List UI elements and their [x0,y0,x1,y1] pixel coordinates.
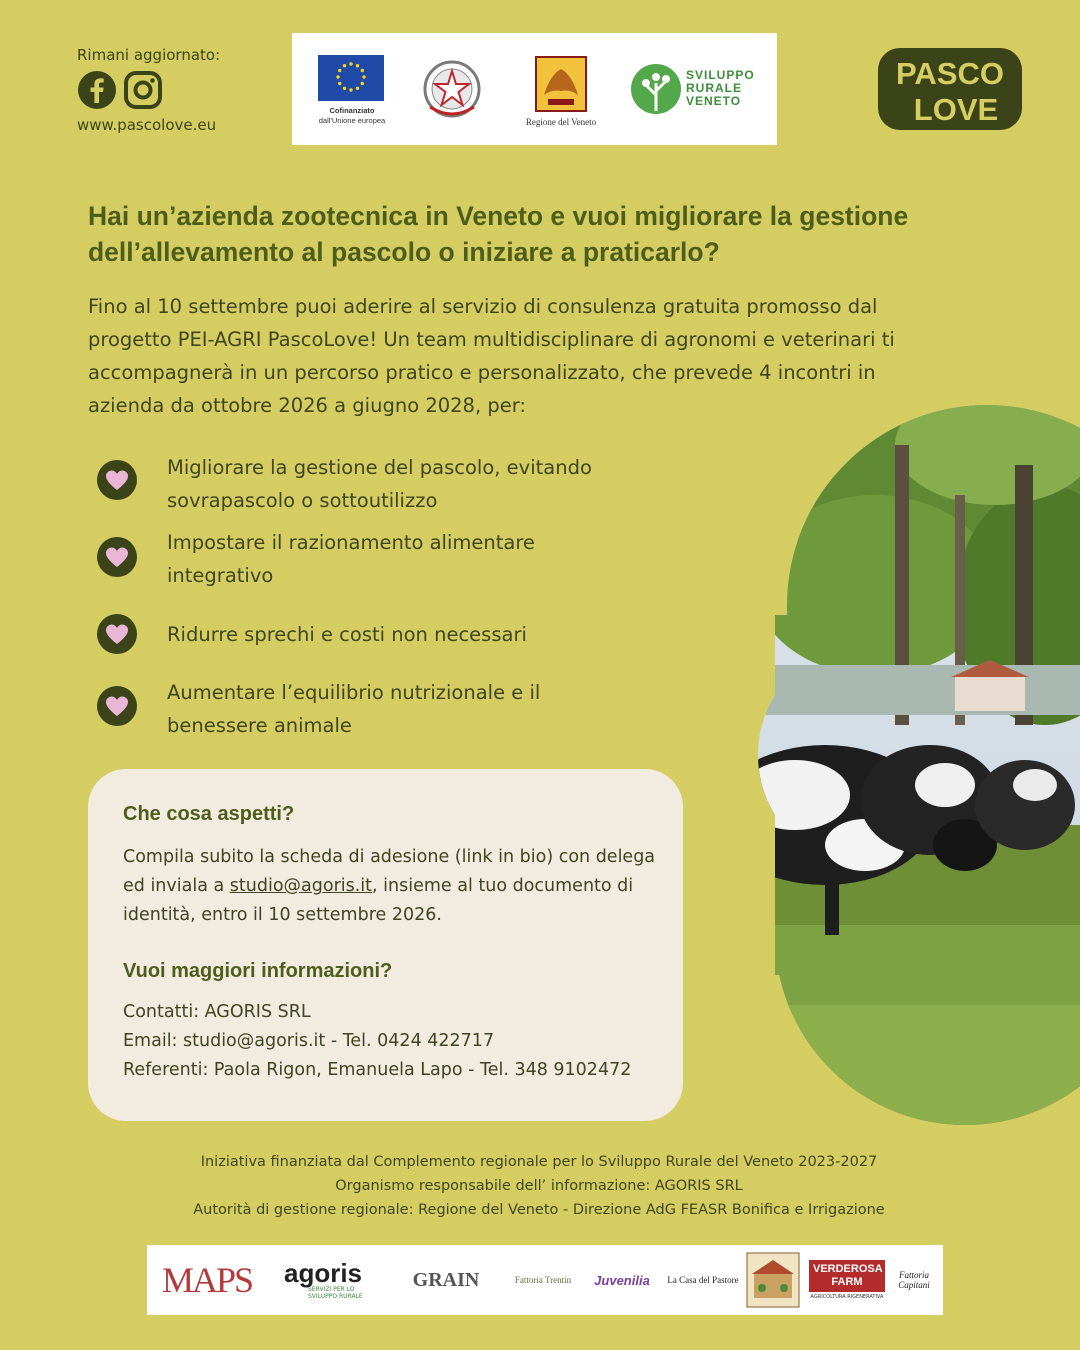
card-heading-info: Vuoi maggiori informazioni? [123,960,393,982]
heart-icon [96,537,138,577]
bullet-text: Migliorare la gestione del pascolo, evitando sovrapascolo o sottoutilizzo [167,456,592,512]
eu-caption-line1: Cofinanziato [329,106,375,115]
footer-line: Iniziativa finanziata dal Complemento regionale per lo Sviluppo Rurale del Veneto 2023-2027 [200,1154,878,1170]
stay-updated-label: Rimani aggiornato: [77,46,221,64]
card-text: , insieme al tuo documento di identità, entro il 10 settembre 2026. [123,876,634,925]
contact-company: Contatti: AGORIS SRL [123,1002,311,1022]
cows-pasture-photo [715,405,1080,1125]
eu-flag-logo [318,55,384,106]
contact-email: Email: studio@agoris.it - Tel. 0424 422717 [123,1031,495,1051]
footer-line: Autorità di gestione regionale: Regione del Veneto - Direzione AdG FEASR Bonifica e Irrigazione [193,1202,885,1218]
casa-pastore-logo: La Casa del Pastore [667,1275,739,1285]
bullet-text: Impostare il razionamento alimentare integrativo [167,531,535,587]
intro-paragraph: Fino al 10 settembre puoi aderire al servizio di consulenza gratuita promosso dal progetto PEI-AGRI PascoLove! Un team multidisciplinare di agronomi e veterinari ti accompagnerà in un percorso pratico e personalizzato, che prevede 4 incontri in azienda da ottobre 2026 a giugno 2028, per: [88,295,895,417]
fattoria-trentin-logo: Fattoria Trentin [514,1275,572,1285]
italian-republic-emblem [420,57,484,128]
svil-line1: SVILUPPO [686,68,755,82]
eu-caption-line2: dall'Unione europea [318,116,386,125]
verderosa-sub: AGRICOLTURA RIGENERATIVA [810,1294,884,1300]
email-link[interactable]: studio@agoris.it [229,876,373,896]
facebook-icon[interactable] [77,70,117,110]
bullet-text: Ridurre sprechi e costi non necessari [167,623,527,646]
agoris-logo [263,1245,383,1315]
headline-block [88,198,948,270]
heart-icon [96,614,138,654]
instagram-icon[interactable] [123,70,163,110]
maps-logo: MAPS [161,1260,253,1300]
partner-logos-strip [147,1245,943,1315]
footer-line: Organismo responsabile dell’ informazione: AGORIS SRL [335,1178,743,1194]
svil-line2: RURALE [686,81,742,95]
grain-logo: GRAIN [412,1268,480,1291]
juvenilia-logo: Juvenilia [594,1272,650,1288]
website-link[interactable]: www.pascolove.eu [77,116,217,134]
contact-referents: Referenti: Paola Rigon, Emanuela Lapo - Tel. 348 9102472 [123,1060,632,1080]
fattoria-capitani-logo: Fattoria Capitani [898,1270,930,1290]
pascolove-logo [876,46,1024,132]
headline: Hai un’azienda zootecnica in Veneto e vuoi migliorare la gestione dell’allevamento al pascolo o iniziare a praticarlo? [88,201,909,267]
verderosa-name: VERDEROSA FARM [809,1260,885,1292]
sviluppo-rurale-veneto-logo [630,55,765,123]
brand-line1: PASCO [896,56,1004,91]
footer-credits [0,1150,1080,1222]
card-paragraph [123,843,663,930]
heart-icon [96,686,138,726]
agoris-sub: SERVIZI PER LO SVILUPPO RURALE [308,1286,363,1300]
info-card [88,769,683,1121]
regione-veneto-logo [516,55,606,127]
farm-illustration-logo [745,1245,801,1315]
bullet-text: Aumentare l’equilibrio nutrizionale e il benessere animale [167,681,541,737]
heart-icon [96,460,138,500]
svil-line3: VENETO [686,94,742,108]
brand-line2: LOVE [913,92,999,127]
social-links [77,70,163,110]
card-heading-what: Che cosa aspetti? [123,803,295,825]
veneto-caption: Regione del Veneto [525,117,597,127]
verderosa-farm-logo [807,1245,887,1315]
agoris-name: agoris [283,1258,363,1288]
card-text: Compila subito la scheda di adesione (link in bio) con delega ed inviala a [123,847,656,896]
funding-logos-strip [292,33,777,145]
